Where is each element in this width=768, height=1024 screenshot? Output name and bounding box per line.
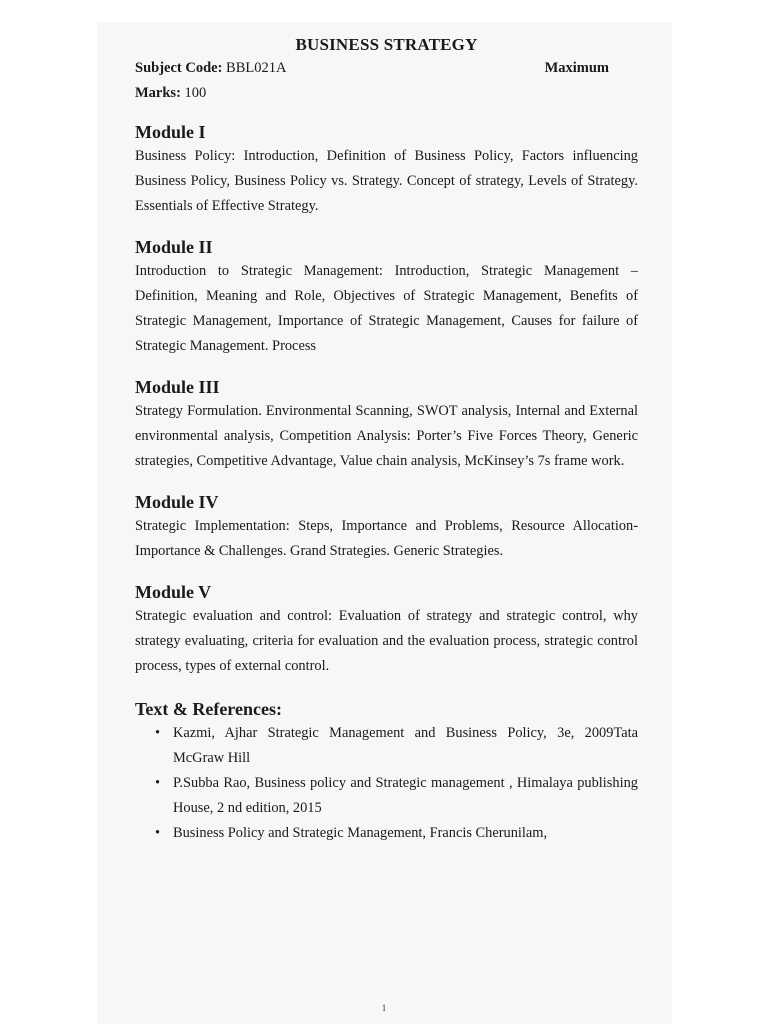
module-4 (135, 490, 638, 564)
references-section (135, 697, 638, 846)
module-5 (135, 580, 638, 679)
module-heading: Module II (135, 237, 213, 257)
module-heading: Module V (135, 582, 212, 602)
document-content (135, 34, 638, 846)
marks (135, 81, 206, 106)
reference-item (135, 771, 638, 821)
references-heading: Text & References: (135, 699, 282, 719)
reference-item (135, 821, 638, 846)
marks-line (135, 81, 609, 106)
bullet-icon: • (155, 775, 161, 791)
module-heading: Module III (135, 377, 220, 397)
marks-value: 100 (184, 85, 207, 101)
subject-code-value: BBL021A (226, 60, 287, 76)
reference-item (135, 721, 638, 771)
module-description: Strategic Implementation: Steps, Importance and Problems, Resource Allocation- Importance & Challenges. Grand Strategies. Generic Strategies. (135, 518, 638, 559)
document-title: BUSINESS STRATEGY (295, 35, 478, 54)
subject-code-line (135, 56, 609, 81)
module-description: Business Policy: Introduction, Definition of Business Policy, Factors influencing Business Policy, Business Policy vs. Strategy. Concept of strategy, Levels of Strategy. Essentials of Effective Strategy. (135, 148, 638, 214)
bullet-icon: • (155, 825, 161, 841)
module-3 (135, 375, 638, 474)
module-2 (135, 235, 638, 359)
module-heading: Module IV (135, 492, 219, 512)
marks-label: Marks: (135, 85, 181, 101)
maximum-label: Maximum (544, 60, 609, 76)
module-heading: Module I (135, 122, 206, 142)
reference-text: Business Policy and Strategic Management, Francis Cherunilam, (173, 825, 548, 841)
reference-text: P.Subba Rao, Business policy and Strategic management , Himalaya publishing House, 2 nd edition, 2015 (173, 775, 638, 816)
module-description: Strategic evaluation and control: Evaluation of strategy and strategic control, why strategy evaluating, criteria for evaluation and the evaluation process, strategic control process, types of external control. (135, 608, 638, 674)
module-description: Strategy Formulation. Environmental Scanning, SWOT analysis, Internal and External environmental analysis, Competition Analysis: Porter’s Five Forces Theory, Generic strategies, Competitive Advantage, Value chain analysis, McKinsey’s 7s frame work. (135, 403, 638, 469)
references-list (135, 721, 638, 846)
bullet-icon: • (155, 725, 161, 741)
reference-text: Kazmi, Ajhar Strategic Management and Business Policy, 3e, 2009Tata McGraw Hill (173, 725, 638, 766)
page-number: 1 (381, 1003, 387, 1013)
subject-code (135, 56, 286, 81)
module-description: Introduction to Strategic Management: Introduction, Strategic Management – Definition, Meaning and Role, Objectives of Strategic Management, Benefits of Strategic Management, Importance of Strategic Management, Causes for failure of Strategic Management. Process (135, 263, 638, 354)
subject-code-label: Subject Code: (135, 60, 223, 76)
module-1 (135, 120, 638, 219)
